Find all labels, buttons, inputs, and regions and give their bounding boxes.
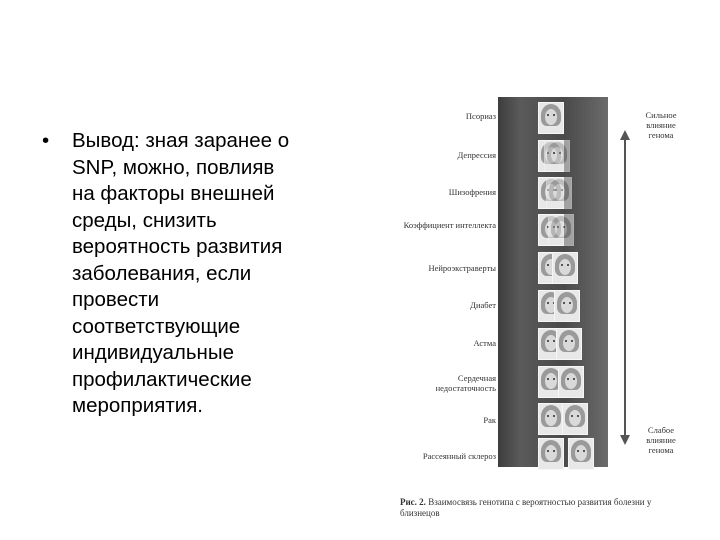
twin-photo [558, 366, 584, 398]
figure-caption [400, 497, 690, 519]
twin-photo [544, 140, 570, 172]
arrow-line [624, 138, 626, 436]
bullet-line: мероприятия. [72, 394, 203, 417]
twin-pair [498, 400, 608, 436]
genome-influence-arrow [620, 130, 630, 445]
note-line: Слабое [647, 425, 675, 435]
twin-pair [498, 325, 608, 361]
twin-pair [498, 363, 608, 399]
twin-photo [568, 438, 594, 470]
bullet-line: на факторы внешней [72, 182, 275, 205]
twin-photo [538, 438, 564, 470]
twin-pair [498, 211, 608, 247]
disease-label: Депрессия [457, 150, 496, 160]
note-line: Сильное [645, 110, 677, 120]
twin-pair [498, 249, 608, 285]
disease-label: Рак [483, 415, 496, 425]
bullet-line: SNP, можно, повлияв [72, 155, 275, 179]
bullet-line: профилактические [72, 367, 252, 391]
bullet-line: индивидуальные [72, 341, 235, 364]
disease-label: Шизофрения [448, 187, 496, 197]
bullet-first-line [42, 128, 342, 155]
weak-influence-note [631, 425, 691, 455]
twin-photos-panel [498, 97, 608, 467]
twin-pair [498, 174, 608, 210]
note-line: влияние [646, 120, 676, 130]
twin-photo [556, 328, 582, 360]
disease-label: Сердечная недостаточность [435, 373, 496, 393]
note-line: генома [648, 130, 674, 140]
twin-pair [498, 99, 608, 135]
disease-label: Диабет [470, 300, 496, 310]
bullet-line: вероятность развития [72, 235, 283, 258]
disease-label: Нейроэкстраверты [428, 263, 496, 273]
note-line: генома [648, 445, 674, 455]
twin-photo [538, 102, 564, 134]
disease-label: Коэффициент интеллекта [403, 220, 496, 230]
twin-photo [554, 290, 580, 322]
disease-labels [395, 95, 496, 465]
arrow-down-icon [620, 435, 630, 445]
disease-label: Рассеянный склероз [422, 451, 496, 461]
note-line: влияние [646, 435, 676, 445]
bullet-line: соответствующие [72, 314, 241, 338]
twin-photo [552, 252, 578, 284]
disease-label: Псориаз [465, 111, 496, 121]
twin-photo [538, 403, 564, 435]
caption-text: Взаимосвязь генотипа с вероятностью развития болезни у близнецов [400, 497, 652, 518]
bullet-marker: • [42, 129, 50, 152]
bullet-line: заболевания, если [72, 261, 252, 285]
bullet-line: провести [72, 288, 160, 311]
twin-photo [546, 177, 572, 209]
twin-pair [498, 435, 608, 471]
twin-pair [498, 137, 608, 173]
bullet-line: Вывод: зная заранее о [72, 129, 290, 152]
twin-pair [498, 287, 608, 323]
twin-photo [562, 403, 588, 435]
twin-photo [548, 214, 574, 246]
disease-label: Астма [473, 338, 496, 348]
caption-prefix: Рис. 2. [400, 497, 426, 507]
conclusion-text [42, 128, 342, 420]
bullet-line: среды, снизить [72, 208, 217, 232]
twins-genome-figure [395, 95, 695, 525]
strong-influence-note [631, 110, 691, 140]
